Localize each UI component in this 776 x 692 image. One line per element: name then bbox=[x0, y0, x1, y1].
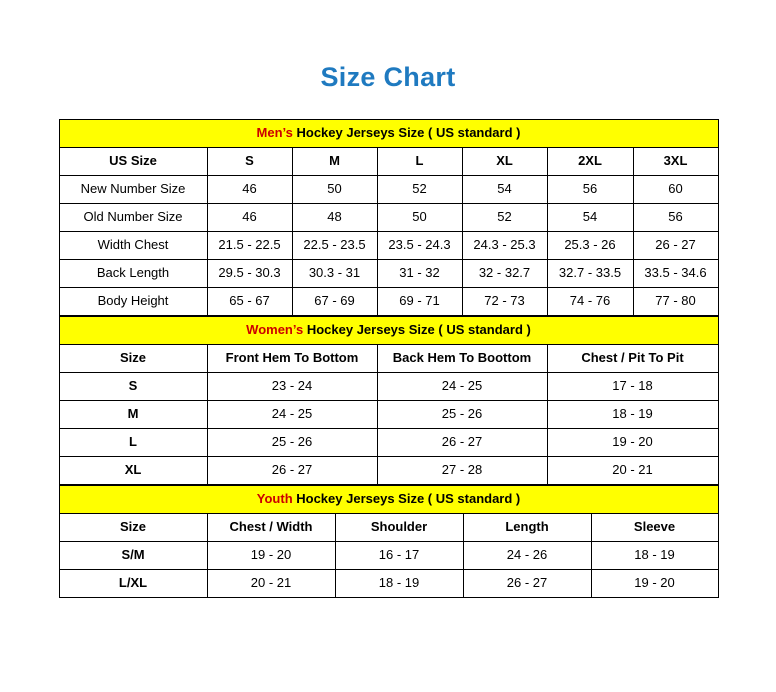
womens-header-cell: Chest / Pit To Pit bbox=[547, 345, 718, 373]
mens-cell: 30.3 - 31 bbox=[292, 260, 377, 288]
womens-row-label: L bbox=[59, 429, 207, 457]
mens-cell: 29.5 - 30.3 bbox=[207, 260, 292, 288]
youth-cell: 24 - 26 bbox=[463, 542, 591, 570]
youth-header-cell: Size bbox=[59, 514, 207, 542]
womens-cell: 25 - 26 bbox=[377, 401, 547, 429]
mens-cell: 54 bbox=[462, 176, 547, 204]
mens-cell: 72 - 73 bbox=[462, 288, 547, 316]
womens-cell: 26 - 27 bbox=[377, 429, 547, 457]
youth-cell: 20 - 21 bbox=[207, 570, 335, 598]
youth-band-accent: Youth bbox=[256, 491, 293, 507]
mens-cell: 50 bbox=[377, 204, 462, 232]
mens-cell: 74 - 76 bbox=[547, 288, 633, 316]
mens-band-accent: Men’s bbox=[256, 125, 293, 141]
table-row bbox=[59, 373, 718, 401]
youth-cell: 18 - 19 bbox=[591, 542, 718, 570]
youth-row-label: S/M bbox=[59, 542, 207, 570]
youth-cell: 19 - 20 bbox=[591, 570, 718, 598]
mens-cell: 69 - 71 bbox=[377, 288, 462, 316]
mens-cell: 32.7 - 33.5 bbox=[547, 260, 633, 288]
table-row bbox=[59, 514, 718, 542]
mens-header-cell: 2XL bbox=[547, 148, 633, 176]
womens-cell: 24 - 25 bbox=[377, 373, 547, 401]
womens-band-row bbox=[59, 317, 718, 345]
mens-cell: 23.5 - 24.3 bbox=[377, 232, 462, 260]
mens-cell: 24.3 - 25.3 bbox=[462, 232, 547, 260]
mens-cell: 65 - 67 bbox=[207, 288, 292, 316]
youth-band-title bbox=[59, 486, 718, 514]
womens-cell: 23 - 24 bbox=[207, 373, 377, 401]
womens-cell: 17 - 18 bbox=[547, 373, 718, 401]
mens-header-cell: L bbox=[377, 148, 462, 176]
table-row bbox=[59, 570, 718, 598]
youth-cell: 19 - 20 bbox=[207, 542, 335, 570]
mens-band-title bbox=[59, 120, 718, 148]
womens-size-table bbox=[59, 316, 719, 485]
youth-header-cell: Chest / Width bbox=[207, 514, 335, 542]
womens-cell: 25 - 26 bbox=[207, 429, 377, 457]
table-row bbox=[59, 288, 718, 316]
womens-cell: 26 - 27 bbox=[207, 457, 377, 485]
mens-row-label: Width Chest bbox=[59, 232, 207, 260]
womens-row-label: XL bbox=[59, 457, 207, 485]
youth-cell: 18 - 19 bbox=[335, 570, 463, 598]
youth-band-rest: Hockey Jerseys Size ( US standard ) bbox=[292, 491, 521, 507]
womens-header-cell: Front Hem To Bottom bbox=[207, 345, 377, 373]
mens-cell: 46 bbox=[207, 176, 292, 204]
womens-row-label: M bbox=[59, 401, 207, 429]
youth-header-cell: Length bbox=[463, 514, 591, 542]
mens-row-label: Old Number Size bbox=[59, 204, 207, 232]
table-row bbox=[59, 232, 718, 260]
womens-cell: 27 - 28 bbox=[377, 457, 547, 485]
table-row bbox=[59, 345, 718, 373]
mens-cell: 46 bbox=[207, 204, 292, 232]
womens-band-title bbox=[59, 317, 718, 345]
womens-header-cell: Size bbox=[59, 345, 207, 373]
womens-band-accent: Women’s bbox=[246, 322, 304, 338]
mens-band-rest: Hockey Jerseys Size ( US standard ) bbox=[292, 125, 521, 141]
mens-header-cell: M bbox=[292, 148, 377, 176]
mens-row-label: New Number Size bbox=[59, 176, 207, 204]
table-row bbox=[59, 176, 718, 204]
mens-row-label: Back Length bbox=[59, 260, 207, 288]
mens-cell: 77 - 80 bbox=[633, 288, 718, 316]
mens-cell: 54 bbox=[547, 204, 633, 232]
table-row bbox=[59, 148, 718, 176]
table-row bbox=[59, 204, 718, 232]
page-title: Size Chart bbox=[320, 62, 456, 92]
table-row bbox=[59, 429, 718, 457]
table-row bbox=[59, 401, 718, 429]
youth-cell: 26 - 27 bbox=[463, 570, 591, 598]
mens-cell: 56 bbox=[547, 176, 633, 204]
youth-header-cell: Sleeve bbox=[591, 514, 718, 542]
mens-header-cell: S bbox=[207, 148, 292, 176]
mens-row-label: Body Height bbox=[59, 288, 207, 316]
mens-cell: 52 bbox=[377, 176, 462, 204]
mens-cell: 67 - 69 bbox=[292, 288, 377, 316]
womens-cell: 19 - 20 bbox=[547, 429, 718, 457]
table-row bbox=[59, 457, 718, 485]
youth-cell: 16 - 17 bbox=[335, 542, 463, 570]
womens-row-label: S bbox=[59, 373, 207, 401]
mens-cell: 33.5 - 34.6 bbox=[633, 260, 718, 288]
mens-cell: 52 bbox=[462, 204, 547, 232]
womens-header-cell: Back Hem To Boottom bbox=[377, 345, 547, 373]
womens-cell: 20 - 21 bbox=[547, 457, 718, 485]
mens-header-cell: US Size bbox=[59, 148, 207, 176]
table-row bbox=[59, 542, 718, 570]
mens-cell: 56 bbox=[633, 204, 718, 232]
mens-cell: 21.5 - 22.5 bbox=[207, 232, 292, 260]
mens-size-table bbox=[59, 119, 719, 316]
size-chart-tables bbox=[59, 119, 718, 598]
mens-band-row bbox=[59, 120, 718, 148]
mens-header-cell: 3XL bbox=[633, 148, 718, 176]
mens-cell: 31 - 32 bbox=[377, 260, 462, 288]
womens-band-rest: Hockey Jerseys Size ( US standard ) bbox=[303, 322, 531, 338]
youth-size-table bbox=[59, 485, 719, 598]
youth-header-cell: Shoulder bbox=[335, 514, 463, 542]
mens-cell: 26 - 27 bbox=[633, 232, 718, 260]
youth-row-label: L/XL bbox=[59, 570, 207, 598]
youth-band-row bbox=[59, 486, 718, 514]
mens-cell: 32 - 32.7 bbox=[462, 260, 547, 288]
mens-cell: 60 bbox=[633, 176, 718, 204]
mens-cell: 50 bbox=[292, 176, 377, 204]
womens-cell: 24 - 25 bbox=[207, 401, 377, 429]
mens-header-cell: XL bbox=[462, 148, 547, 176]
mens-cell: 25.3 - 26 bbox=[547, 232, 633, 260]
mens-cell: 48 bbox=[292, 204, 377, 232]
table-row bbox=[59, 260, 718, 288]
womens-cell: 18 - 19 bbox=[547, 401, 718, 429]
mens-cell: 22.5 - 23.5 bbox=[292, 232, 377, 260]
